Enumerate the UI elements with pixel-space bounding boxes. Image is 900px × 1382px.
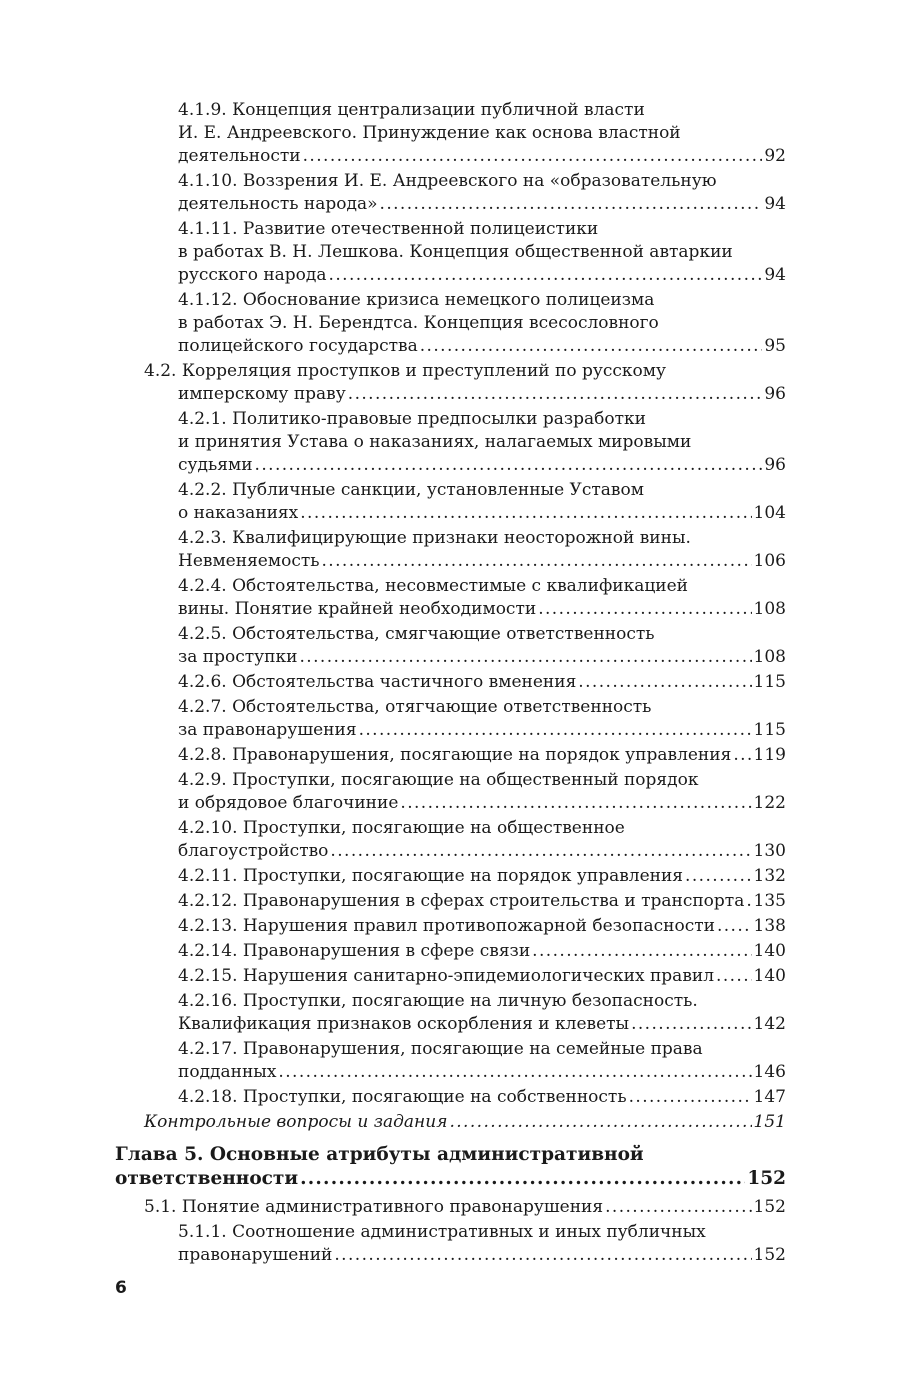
toc-subsection [178,408,786,477]
dot-leader [746,890,751,913]
toc-page-number: 140 [753,966,786,986]
toc-subsection [178,1086,786,1109]
page-number: 6 [115,1278,127,1298]
toc-entry-title: деятельность народа» [178,194,378,214]
toc-page-number: 130 [753,841,786,861]
toc-subsection [178,218,786,287]
toc-entry-title: деятельности [178,146,301,166]
toc-entry-title: 4.2.11. Проступки, посягающие на порядок управления [178,866,684,886]
toc-page-number: 146 [753,1062,786,1082]
toc-subsection [178,890,786,913]
toc-subsection [178,696,786,742]
toc-subsection [178,527,786,573]
toc-page-number: 94 [764,265,786,285]
dot-leader [329,264,763,287]
toc-page-number: 132 [753,866,786,886]
toc-subsection [178,623,786,669]
toc-entry-line: 4.2.4. Обстоятельства, несовместимые с квалификацией [178,576,688,596]
dot-leader [303,145,763,168]
toc-entry-title: благоустройство [178,841,329,861]
toc-page-number: 115 [753,720,786,740]
toc-entry-title: правонарушений [178,1245,333,1265]
toc-page-number: 122 [753,793,786,813]
dot-leader [330,840,751,863]
toc-entry-line: 4.1.10. Воззрения И. Е. Андреевского на «образовательную [178,171,717,191]
toc-page-number: 104 [753,503,786,523]
toc-entry-title: имперскому праву [178,384,346,404]
toc-entry-line: 4.2.7. Обстоятельства, отягчающие ответственность [178,697,652,717]
dot-leader [334,1244,751,1267]
toc-page-number: 152 [747,1168,786,1189]
toc-entry-title: 4.2.14. Правонарушения в сфере связи [178,941,531,961]
dot-leader [685,865,752,888]
toc-entry-title: о наказаниях [178,503,299,523]
toc-entry-line: в работах В. Н. Лешкова. Концепция общественной автаркии [178,242,733,262]
toc-page-number: 108 [753,599,786,619]
dot-leader [420,335,763,358]
toc-subsection [178,940,786,963]
toc-entry-line: 4.2.3. Квалифицирующие признаки неосторожной вины. [178,528,691,548]
dot-leader [299,646,751,669]
toc-entry-title: подданных [178,1062,277,1082]
toc-entry-line: 4.2.1. Политико-правовые предпосылки разработки [178,409,646,429]
dot-leader [348,383,763,406]
dot-leader [278,1061,751,1084]
toc-page-number: 106 [753,551,786,571]
toc-subsection [178,915,786,938]
toc-subsection [178,479,786,525]
dot-leader [733,744,751,767]
toc-entry-line: 4.2.2. Публичные санкции, установленные Уставом [178,480,644,500]
dot-leader [538,598,751,621]
toc-entry-title: судьями [178,455,253,475]
dot-leader [578,671,751,694]
toc-entry-title: Контрольные вопросы и задания [144,1112,448,1132]
toc-entry-title: 4.2.13. Нарушения правил противопожарной безопасности [178,916,715,936]
toc-entry-line: 4.2. Корреляция проступков и преступлений по русскому [144,361,667,381]
toc-page-number: 96 [764,384,786,404]
toc-page-number: 119 [753,745,786,765]
dot-leader [716,965,752,988]
toc-entry-title: Невменяемость [178,551,320,571]
toc-subsection [178,744,786,767]
dot-leader [631,1013,751,1036]
dot-leader [359,719,752,742]
toc-subsection [178,1221,786,1267]
toc-entry-line: 5.1.1. Соотношение административных и иных публичных [178,1222,706,1242]
toc-subsection [178,769,786,815]
toc-subsection [178,817,786,863]
toc-page-number: 151 [753,1112,786,1132]
toc-page-number: 142 [753,1014,786,1034]
toc-section [144,1111,786,1134]
toc-entry-title: 5.1. Понятие административного правонарушения [144,1197,604,1217]
toc-entry-line: 4.1.9. Концепция централизации публичной власти [178,100,645,120]
toc-page-number: 152 [753,1197,786,1217]
toc-section [144,1196,786,1219]
toc-entry-line: 4.1.11. Развитие отечественной полицеистики [178,219,599,239]
toc-entry-line: 4.2.9. Проступки, посягающие на общественный порядок [178,770,699,790]
toc-page-number: 92 [764,146,786,166]
toc-entry-line: в работах Э. Н. Берендтса. Концепция всесословного [178,313,659,333]
toc-entry-title: за правонарушения [178,720,357,740]
toc-subsection [178,965,786,988]
toc-chapter [115,1143,786,1191]
toc-page-number: 138 [753,916,786,936]
toc-subsection [178,990,786,1036]
toc-entry-title: 4.2.18. Проступки, посягающие на собственность [178,1087,627,1107]
toc-subsection [178,865,786,888]
toc-entry-title: русского народа [178,265,327,285]
dot-leader [255,454,763,477]
toc-entry-title: Квалификация признаков оскорбления и клеветы [178,1014,630,1034]
dot-leader [300,502,751,525]
toc-subsection [178,289,786,358]
dot-leader [629,1086,752,1109]
toc-subsection [178,99,786,168]
table-of-contents [0,99,900,1269]
toc-subsection [178,671,786,694]
dot-leader [449,1111,751,1134]
dot-leader [605,1196,751,1219]
toc-entry-line: 4.2.5. Обстоятельства, смягчающие ответственность [178,624,655,644]
toc-entry-title: за проступки [178,647,298,667]
toc-page-number: 152 [753,1245,786,1265]
toc-subsection [178,575,786,621]
toc-entry-line: И. Е. Андреевского. Принуждение как основа властной [178,123,681,143]
dot-leader [322,550,752,573]
toc-page-number: 94 [764,194,786,214]
toc-page-number: 135 [753,891,786,911]
toc-page-number: 147 [753,1087,786,1107]
toc-page-number: 108 [753,647,786,667]
toc-entry-title: 4.2.12. Правонарушения в сферах строительства и транспорта [178,891,745,911]
toc-entry-line: 4.1.12. Обоснование кризиса немецкого полицеизма [178,290,655,310]
toc-page-number: 96 [764,455,786,475]
toc-entry-title: 4.2.6. Обстоятельства частичного вменения [178,672,577,692]
toc-entry-line: 4.2.17. Правонарушения, посягающие на семейные права [178,1039,703,1059]
toc-entry-line: 4.2.10. Проступки, посягающие на общественное [178,818,625,838]
toc-section [144,360,786,406]
toc-entry-title: ответственности [115,1168,299,1189]
dot-leader [300,1167,745,1191]
dot-leader [532,940,751,963]
toc-entry-title: 4.2.8. Правонарушения, посягающие на порядок управления [178,745,732,765]
dot-leader [717,915,752,938]
toc-entry-title: 4.2.15. Нарушения санитарно-эпидемиологических правил [178,966,715,986]
toc-entry-line: Глава 5. Основные атрибуты административной [115,1144,644,1165]
toc-entry-line: и принятия Устава о наказаниях, налагаемых мировыми [178,432,692,452]
toc-subsection [178,170,786,216]
toc-entry-title: и обрядовое благочиние [178,793,399,813]
toc-page-number: 95 [764,336,786,356]
toc-subsection [178,1038,786,1084]
toc-entry-line: 4.2.16. Проступки, посягающие на личную безопасность. [178,991,698,1011]
toc-entry-title: вины. Понятие крайней необходимости [178,599,537,619]
dot-leader [380,193,763,216]
toc-entry-title: полицейского государства [178,336,418,356]
toc-page-number: 140 [753,941,786,961]
dot-leader [400,792,751,815]
toc-page-number: 115 [753,672,786,692]
